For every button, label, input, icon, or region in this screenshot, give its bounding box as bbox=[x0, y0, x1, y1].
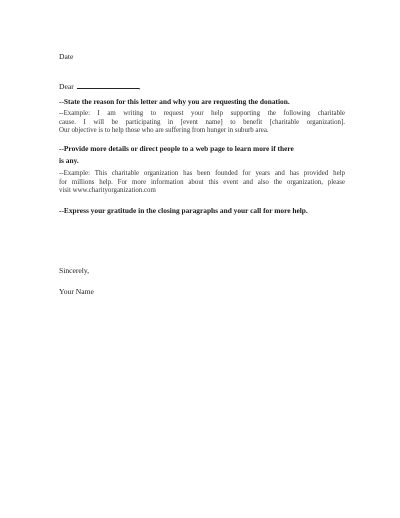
signature-line: Your Name bbox=[59, 287, 94, 296]
section2-example-line1: --Example: This charitable organization has been founded for years and has provided help bbox=[59, 170, 345, 177]
section2-heading-line2: is any. bbox=[59, 156, 79, 165]
section1-heading: --State the reason for this letter and why you are requesting the donation. bbox=[59, 97, 290, 106]
recipient-name-blank bbox=[77, 80, 139, 89]
section1-example-line3: Our objective is to help those who are suffering from hunger in suburb area. bbox=[59, 127, 269, 134]
section2-example-line2: for millions help. For more information about this event and also the organization, please bbox=[59, 178, 345, 186]
salutation-line bbox=[59, 80, 141, 91]
date-line: Date bbox=[59, 52, 74, 61]
salutation-text: Dear bbox=[59, 82, 74, 91]
section2-example-line3: visit www.charityorganization.com bbox=[59, 187, 156, 194]
section2-heading-line1: --Provide more details or direct people to a web page to learn more if there bbox=[59, 144, 294, 153]
closing-line: Sincerely, bbox=[59, 266, 90, 275]
section3-heading: --Express your gratitude in the closing paragraphs and your call for more help. bbox=[59, 206, 308, 215]
section1-example-line2: cause. I will be participating in [event name] to benefit [charitable organization]. bbox=[59, 118, 345, 126]
salutation-comma: , bbox=[138, 82, 141, 91]
section1-example-line1: --Example: I am writing to request your help supporting the following charitable bbox=[59, 110, 345, 117]
